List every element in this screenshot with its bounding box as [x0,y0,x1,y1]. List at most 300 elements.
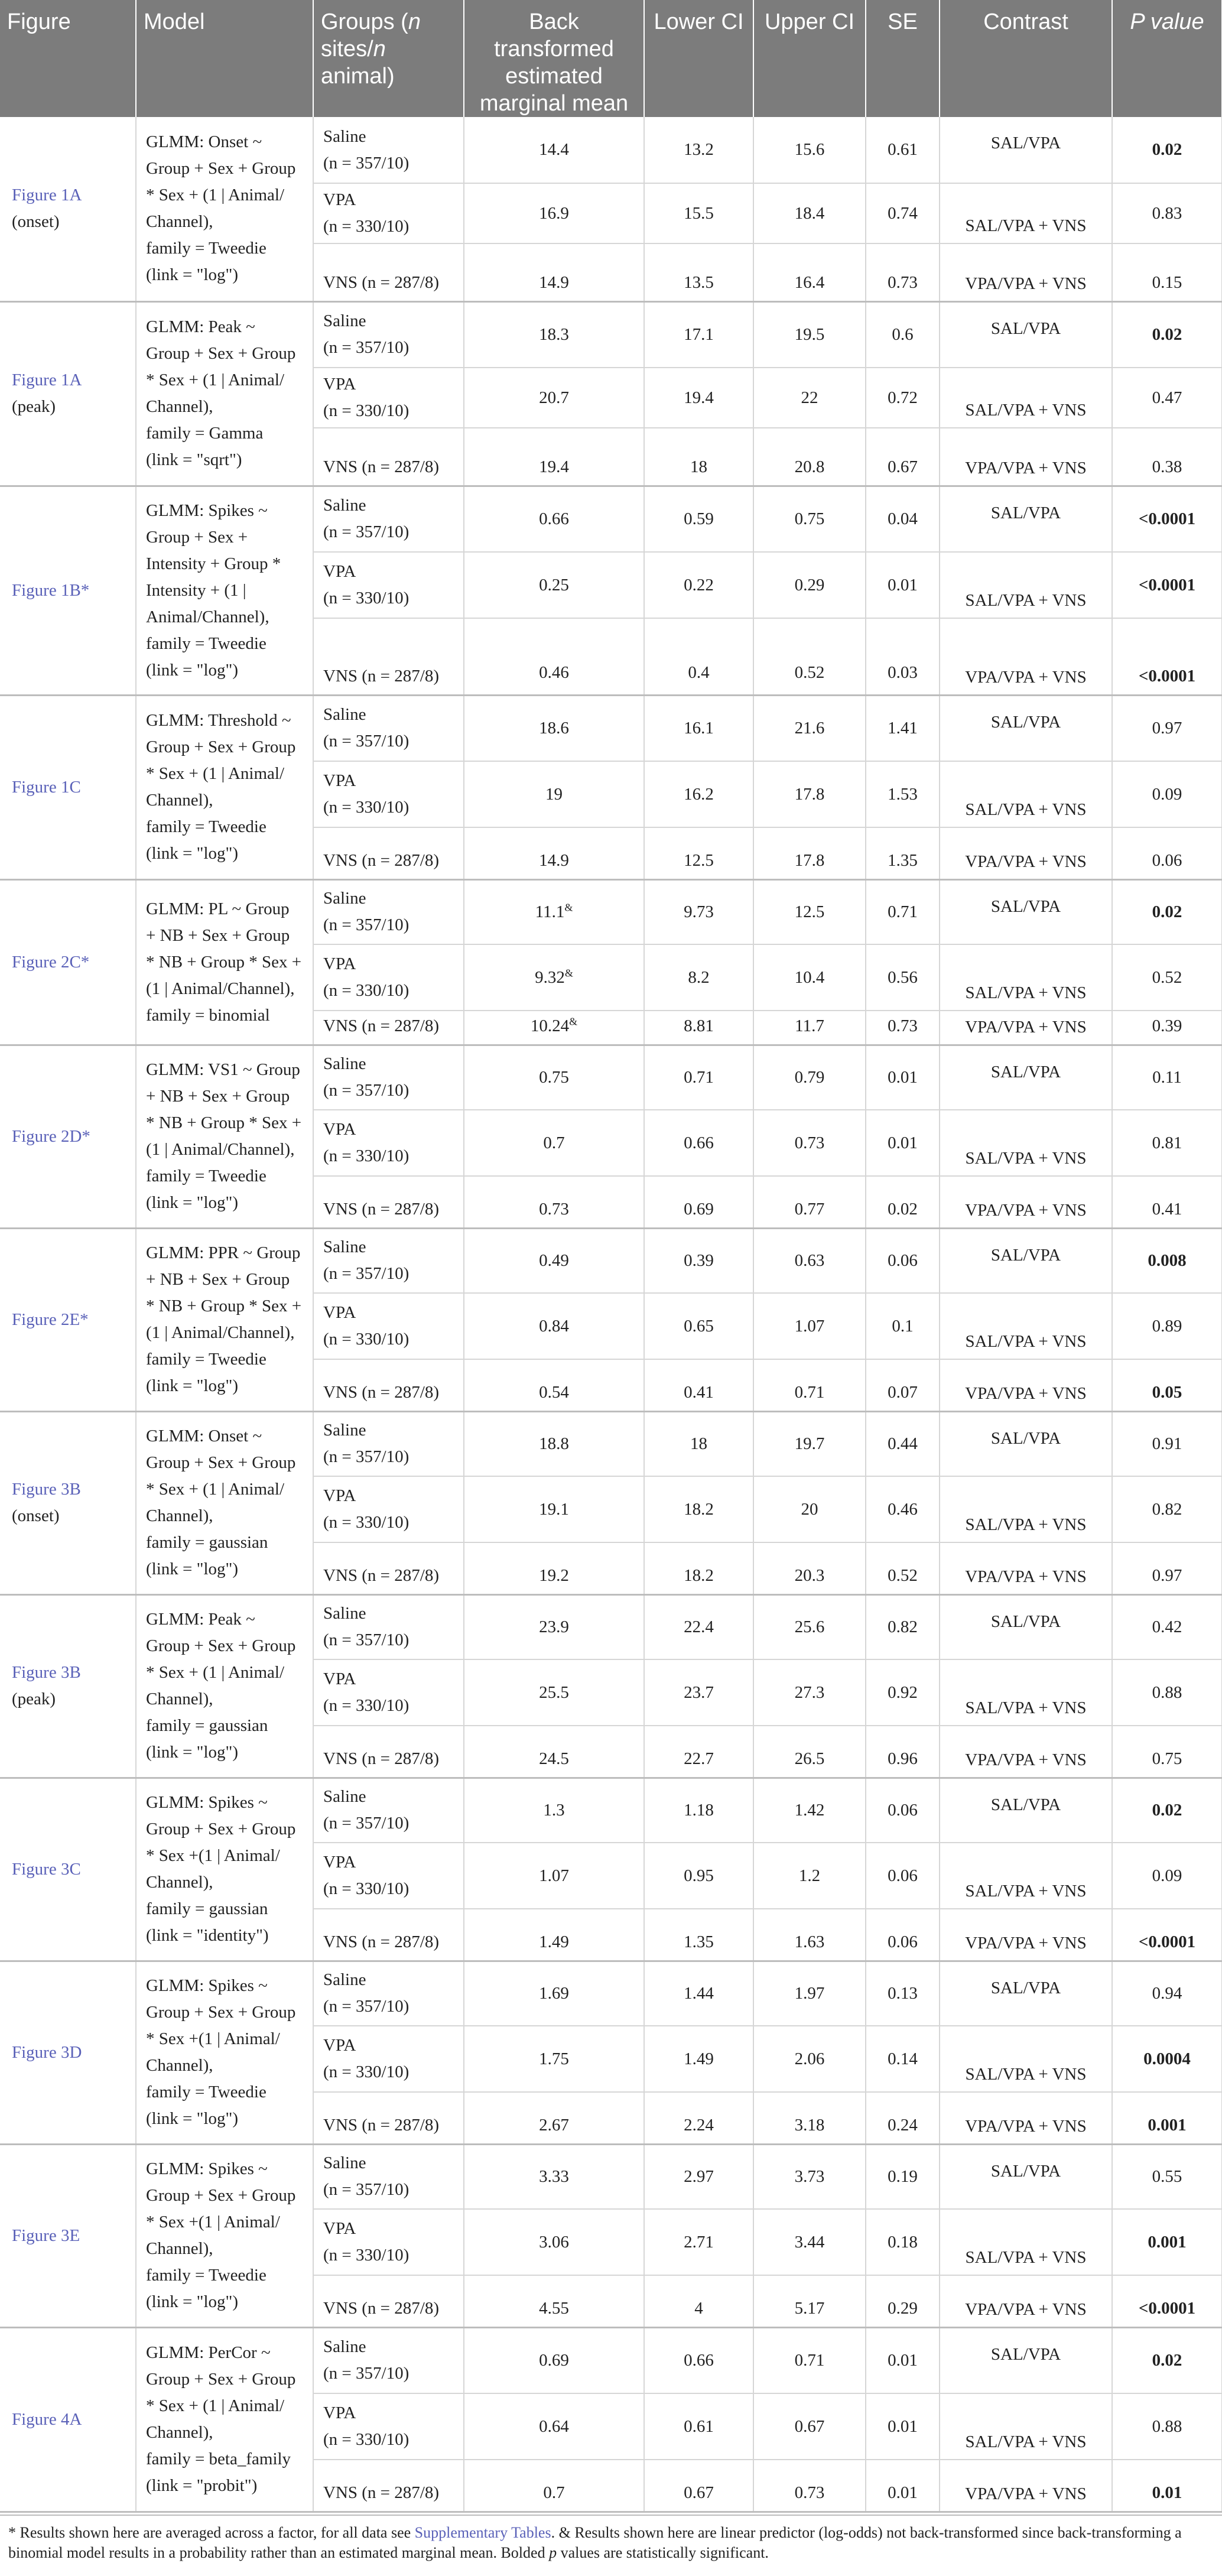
upper-ci-cell: 17.8 [753,827,866,879]
p-value-cell: 0.94 [1112,1961,1222,2026]
emmean-cell: 1.3 [464,1778,644,1843]
p-value-cell: <0.0001 [1112,1909,1222,1961]
contrast-cell: SAL/VPA + VNS [940,183,1112,243]
upper-ci-cell: 3.18 [753,2092,866,2144]
model-formula: GLMM: Spikes ~ Group + Sex + Group * Sex +(1 | Animal/ Channel), family = gaussian (link = "identity") [136,1778,313,1961]
group-cell: VPA (n = 330/10) [313,1843,464,1909]
se-cell: 0.67 [866,428,940,486]
header-se: SE [866,0,940,117]
lower-ci-cell: 16.1 [644,695,753,761]
emmean-cell: 11.1& [464,879,644,944]
model-formula: GLMM: Spikes ~ Group + Sex + Group * Sex +(1 | Animal/ Channel), family = Tweedie (link = "log") [136,2144,313,2327]
se-cell: 0.01 [866,2460,940,2512]
lower-ci-cell: 9.73 [644,879,753,944]
emmean-cell: 16.9 [464,183,644,243]
contrast-cell: VPA/VPA + VNS [940,827,1112,879]
group-cell: VNS (n = 287/8) [313,2092,464,2144]
p-value-cell: <0.0001 [1112,618,1222,695]
p-value-cell: 0.01 [1112,2460,1222,2512]
emmean-cell: 14.4 [464,117,644,183]
emmean-cell: 0.7 [464,1110,644,1176]
lower-ci-cell: 0.61 [644,2393,753,2460]
lower-ci-cell: 12.5 [644,827,753,879]
group-cell: VPA (n = 330/10) [313,944,464,1011]
contrast-cell: VPA/VPA + VNS [940,2460,1112,2512]
emmean-cell: 0.75 [464,1045,644,1110]
model-formula: GLMM: PPR ~ Group + NB + Sex + Group * NB + Group * Sex + (1 | Animal/Channel), family = Tweedie (link = "log") [136,1228,313,1411]
lower-ci-cell: 0.66 [644,2327,753,2393]
figure-link[interactable]: Figure 1A (peak) [0,301,136,486]
contrast-cell: SAL/VPA + VNS [940,1293,1112,1359]
emmean-cell: 10.24& [464,1011,644,1045]
lower-ci-cell: 13.2 [644,117,753,183]
p-value-cell: 0.75 [1112,1726,1222,1778]
lower-ci-cell: 4 [644,2275,753,2327]
group-cell: VPA (n = 330/10) [313,2026,464,2092]
upper-ci-cell: 15.6 [753,117,866,183]
table-row [0,1045,1222,1110]
group-cell: Saline (n = 357/10) [313,1778,464,1843]
contrast-cell: SAL/VPA + VNS [940,552,1112,618]
table-row [0,486,1222,552]
contrast-cell: VPA/VPA + VNS [940,1726,1112,1778]
se-cell: 0.14 [866,2026,940,2092]
upper-ci-cell: 1.63 [753,1909,866,1961]
lower-ci-cell: 0.39 [644,1228,753,1293]
model-formula: GLMM: Peak ~ Group + Sex + Group * Sex + (1 | Animal/ Channel), family = gaussian (link = "log") [136,1594,313,1778]
emmean-cell: 19.4 [464,428,644,486]
lower-ci-cell: 0.69 [644,1176,753,1228]
se-cell: 0.01 [866,1045,940,1110]
group-cell: Saline (n = 357/10) [313,117,464,183]
lower-ci-cell: 18.2 [644,1476,753,1542]
figure-link[interactable]: Figure 3C [0,1778,136,1961]
upper-ci-cell: 5.17 [753,2275,866,2327]
group-cell: Saline (n = 357/10) [313,2327,464,2393]
p-value-cell: 0.88 [1112,2393,1222,2460]
emmean-cell: 0.73 [464,1176,644,1228]
contrast-cell: VPA/VPA + VNS [940,1909,1112,1961]
se-cell: 0.18 [866,2209,940,2275]
upper-ci-cell: 0.71 [753,1359,866,1411]
upper-ci-cell: 3.44 [753,2209,866,2275]
lower-ci-cell: 1.18 [644,1778,753,1843]
contrast-cell: VPA/VPA + VNS [940,2092,1112,2144]
emmean-cell: 19 [464,761,644,827]
contrast-cell: VPA/VPA + VNS [940,1359,1112,1411]
figure-link[interactable]: Figure 1C [0,695,136,879]
upper-ci-cell: 19.7 [753,1411,866,1476]
upper-ci-cell: 12.5 [753,879,866,944]
se-cell: 0.01 [866,2327,940,2393]
emmean-cell: 9.32& [464,944,644,1011]
group-cell: Saline (n = 357/10) [313,2144,464,2209]
se-cell: 0.56 [866,944,940,1011]
p-value-cell: 0.42 [1112,1594,1222,1659]
p-value-cell: 0.001 [1112,2092,1222,2144]
se-cell: 0.29 [866,2275,940,2327]
table-row [0,1778,1222,1843]
group-cell: Saline (n = 357/10) [313,1594,464,1659]
group-cell: VPA (n = 330/10) [313,1659,464,1726]
p-value-cell: 0.91 [1112,1411,1222,1476]
se-cell: 0.01 [866,1110,940,1176]
supplementary-tables-link[interactable]: Supplementary Tables [414,2524,551,2541]
group-cell: Saline (n = 357/10) [313,1411,464,1476]
header-back-transformed: Back transformed estimated marginal mean [464,0,644,117]
upper-ci-cell: 18.4 [753,183,866,243]
upper-ci-cell: 0.67 [753,2393,866,2460]
lower-ci-cell: 0.95 [644,1843,753,1909]
contrast-cell: SAL/VPA + VNS [940,1843,1112,1909]
se-cell: 1.41 [866,695,940,761]
upper-ci-cell: 27.3 [753,1659,866,1726]
upper-ci-cell: 1.2 [753,1843,866,1909]
contrast-cell: VPA/VPA + VNS [940,1542,1112,1594]
lower-ci-cell: 8.2 [644,944,753,1011]
emmean-cell: 0.7 [464,2460,644,2512]
upper-ci-cell: 11.7 [753,1011,866,1045]
se-cell: 0.07 [866,1359,940,1411]
upper-ci-cell: 1.42 [753,1778,866,1843]
se-cell: 0.04 [866,486,940,552]
p-value-cell: 0.02 [1112,301,1222,368]
contrast-cell: SAL/VPA + VNS [940,761,1112,827]
group-cell: VNS (n = 287/8) [313,2275,464,2327]
lower-ci-cell: 23.7 [644,1659,753,1726]
p-value-cell: 0.83 [1112,183,1222,243]
lower-ci-cell: 19.4 [644,368,753,428]
upper-ci-cell: 0.29 [753,552,866,618]
contrast-cell: SAL/VPA + VNS [940,1476,1112,1542]
se-cell: 1.53 [866,761,940,827]
emmean-cell: 0.66 [464,486,644,552]
upper-ci-cell: 2.06 [753,2026,866,2092]
se-cell: 0.72 [866,368,940,428]
figure-link[interactable]: Figure 2E* [0,1228,136,1411]
emmean-cell: 0.49 [464,1228,644,1293]
upper-ci-cell: 0.73 [753,2460,866,2512]
lower-ci-cell: 18.2 [644,1542,753,1594]
figure-link[interactable]: Figure 1B* [0,486,136,695]
se-cell: 0.71 [866,879,940,944]
table-body [0,117,1222,2512]
se-cell: 0.46 [866,1476,940,1542]
group-cell: VNS (n = 287/8) [313,2460,464,2512]
lower-ci-cell: 15.5 [644,183,753,243]
se-cell: 0.03 [866,618,940,695]
se-cell: 0.06 [866,1909,940,1961]
p-value-cell: 0.09 [1112,1843,1222,1909]
group-cell: VPA (n = 330/10) [313,368,464,428]
se-cell: 0.06 [866,1778,940,1843]
lower-ci-cell: 8.81 [644,1011,753,1045]
table-row [0,879,1222,944]
group-cell: VPA (n = 330/10) [313,1293,464,1359]
se-cell: 0.44 [866,1411,940,1476]
upper-ci-cell: 20.8 [753,428,866,486]
upper-ci-cell: 20 [753,1476,866,1542]
contrast-cell: VPA/VPA + VNS [940,1176,1112,1228]
contrast-cell: SAL/VPA + VNS [940,944,1112,1011]
lower-ci-cell: 16.2 [644,761,753,827]
p-value-cell: <0.0001 [1112,552,1222,618]
emmean-cell: 18.6 [464,695,644,761]
contrast-cell: SAL/VPA + VNS [940,1110,1112,1176]
header-figure: Figure [0,0,136,117]
p-value-cell: 0.88 [1112,1659,1222,1726]
table-row [0,1411,1222,1476]
group-cell: Saline (n = 357/10) [313,1961,464,2026]
group-cell: VNS (n = 287/8) [313,618,464,695]
upper-ci-cell: 17.8 [753,761,866,827]
p-value-cell: 0.38 [1112,428,1222,486]
contrast-cell: SAL/VPA [940,1228,1112,1293]
upper-ci-cell: 0.75 [753,486,866,552]
emmean-cell: 0.64 [464,2393,644,2460]
figure-link[interactable]: Figure 2C* [0,879,136,1045]
upper-ci-cell: 3.73 [753,2144,866,2209]
lower-ci-cell: 2.71 [644,2209,753,2275]
upper-ci-cell: 0.79 [753,1045,866,1110]
contrast-cell: SAL/VPA [940,2327,1112,2393]
model-formula: GLMM: Threshold ~ Group + Sex + Group * Sex + (1 | Animal/ Channel), family = Tweedie (link = "log") [136,695,313,879]
p-value-cell: 0.008 [1112,1228,1222,1293]
group-cell: VNS (n = 287/8) [313,1011,464,1045]
header-model: Model [136,0,313,117]
model-formula: GLMM: PerCor ~ Group + Sex + Group * Sex + (1 | Animal/ Channel), family = beta_family (link = "probit") [136,2327,313,2512]
group-cell: VNS (n = 287/8) [313,1359,464,1411]
group-cell: VNS (n = 287/8) [313,1176,464,1228]
figure-link[interactable]: Figure 3B (peak) [0,1594,136,1778]
contrast-cell: SAL/VPA [940,117,1112,183]
contrast-cell: VPA/VPA + VNS [940,428,1112,486]
lower-ci-cell: 18 [644,1411,753,1476]
upper-ci-cell: 0.63 [753,1228,866,1293]
table-row [0,117,1222,183]
group-cell: Saline (n = 357/10) [313,486,464,552]
emmean-cell: 14.9 [464,827,644,879]
contrast-cell: VPA/VPA + VNS [940,618,1112,695]
group-cell: VNS (n = 287/8) [313,1542,464,1594]
se-cell: 0.96 [866,1726,940,1778]
emmean-cell: 3.33 [464,2144,644,2209]
group-cell: VPA (n = 330/10) [313,2209,464,2275]
se-cell: 0.02 [866,1176,940,1228]
model-formula: GLMM: PL ~ Group + NB + Sex + Group * NB + Group * Sex + (1 | Animal/Channel), family = binomial [136,879,313,1045]
emmean-cell: 1.75 [464,2026,644,2092]
group-cell: VPA (n = 330/10) [313,1476,464,1542]
contrast-cell: SAL/VPA + VNS [940,2209,1112,2275]
se-cell: 0.74 [866,183,940,243]
lower-ci-cell: 17.1 [644,301,753,368]
emmean-cell: 0.69 [464,2327,644,2393]
contrast-cell: SAL/VPA [940,301,1112,368]
p-value-cell: 0.0004 [1112,2026,1222,2092]
se-cell: 0.24 [866,2092,940,2144]
model-formula: GLMM: VS1 ~ Group + NB + Sex + Group * NB + Group * Sex + (1 | Animal/Channel), family = Tweedie (link = "log") [136,1045,313,1228]
p-value-cell: 0.52 [1112,944,1222,1011]
upper-ci-cell: 1.97 [753,1961,866,2026]
se-cell: 0.19 [866,2144,940,2209]
table-row [0,1594,1222,1659]
p-value-cell: 0.001 [1112,2209,1222,2275]
upper-ci-cell: 20.3 [753,1542,866,1594]
upper-ci-cell: 26.5 [753,1726,866,1778]
emmean-cell: 1.49 [464,1909,644,1961]
upper-ci-cell: 16.4 [753,243,866,301]
lower-ci-cell: 0.59 [644,486,753,552]
se-cell: 0.61 [866,117,940,183]
upper-ci-cell: 19.5 [753,301,866,368]
lower-ci-cell: 0.67 [644,2460,753,2512]
p-value-cell: 0.05 [1112,1359,1222,1411]
contrast-cell: SAL/VPA [940,1045,1112,1110]
lower-ci-cell: 22.7 [644,1726,753,1778]
emmean-cell: 2.67 [464,2092,644,2144]
se-cell: 0.92 [866,1659,940,1726]
figure-link[interactable]: Figure 3E [0,2144,136,2327]
contrast-cell: SAL/VPA [940,2144,1112,2209]
emmean-cell: 19.2 [464,1542,644,1594]
p-value-cell: 0.02 [1112,117,1222,183]
header-groups: Groups (n sites/n animal) [313,0,464,117]
p-value-cell: <0.0001 [1112,2275,1222,2327]
emmean-cell: 23.9 [464,1594,644,1659]
emmean-cell: 14.9 [464,243,644,301]
table-row [0,1228,1222,1293]
se-cell: 0.06 [866,1843,940,1909]
lower-ci-cell: 0.65 [644,1293,753,1359]
se-cell: 0.52 [866,1542,940,1594]
p-value-cell: 0.97 [1112,1542,1222,1594]
model-formula: GLMM: Spikes ~ Group + Sex + Intensity + Group * Intensity + (1 | Animal/Channel), family = Tweedie (link = "log") [136,486,313,695]
figure-link[interactable]: Figure 3B (onset) [0,1411,136,1594]
header-row [0,0,1222,117]
emmean-cell: 19.1 [464,1476,644,1542]
figure-link[interactable]: Figure 2D* [0,1045,136,1228]
contrast-cell: SAL/VPA [940,1411,1112,1476]
lower-ci-cell: 2.24 [644,2092,753,2144]
lower-ci-cell: 1.44 [644,1961,753,2026]
upper-ci-cell: 1.07 [753,1293,866,1359]
contrast-cell: SAL/VPA [940,1778,1112,1843]
emmean-cell: 0.46 [464,618,644,695]
emmean-cell: 4.55 [464,2275,644,2327]
emmean-cell: 18.3 [464,301,644,368]
se-cell: 0.73 [866,243,940,301]
se-cell: 0.1 [866,1293,940,1359]
group-cell: Saline (n = 357/10) [313,1045,464,1110]
table-footnote: * Results shown here are averaged across a factor, for all data see Supplementary Tables. & Results shown here are linear predictor (log-odds) not back-transformed since back-transforming a binomial model results in a probability rather than an estimated marginal mean. Bolded p values are statistically significant. [0,2515,1222,2563]
se-cell: 0.6 [866,301,940,368]
figure-link[interactable]: Figure 1A (onset) [0,117,136,301]
se-cell: 0.01 [866,2393,940,2460]
group-cell: Saline (n = 357/10) [313,1228,464,1293]
group-cell: VPA (n = 330/10) [313,761,464,827]
lower-ci-cell: 0.71 [644,1045,753,1110]
p-value-cell: 0.89 [1112,1293,1222,1359]
group-cell: VNS (n = 287/8) [313,428,464,486]
se-cell: 0.73 [866,1011,940,1045]
contrast-cell: SAL/VPA + VNS [940,2393,1112,2460]
lower-ci-cell: 0.66 [644,1110,753,1176]
p-value-cell: 0.02 [1112,879,1222,944]
model-formula: GLMM: Peak ~ Group + Sex + Group * Sex + (1 | Animal/ Channel), family = Gamma (link = "sqrt") [136,301,313,486]
contrast-cell: SAL/VPA [940,486,1112,552]
p-value-cell: 0.02 [1112,1778,1222,1843]
group-cell: VPA (n = 330/10) [313,183,464,243]
group-cell: VPA (n = 330/10) [313,2393,464,2460]
model-formula: GLMM: Onset ~ Group + Sex + Group * Sex + (1 | Animal/ Channel), family = gaussian (link = "log") [136,1411,313,1594]
se-cell: 0.06 [866,1228,940,1293]
group-cell: VNS (n = 287/8) [313,1909,464,1961]
table-row [0,695,1222,761]
emmean-cell: 1.69 [464,1961,644,2026]
lower-ci-cell: 13.5 [644,243,753,301]
contrast-cell: VPA/VPA + VNS [940,243,1112,301]
contrast-cell: SAL/VPA [940,1961,1112,2026]
p-value-cell: 0.41 [1112,1176,1222,1228]
se-cell: 1.35 [866,827,940,879]
p-value-cell: 0.06 [1112,827,1222,879]
p-value-cell: 0.81 [1112,1110,1222,1176]
header-p-value: P value [1112,0,1222,117]
upper-ci-cell: 21.6 [753,695,866,761]
upper-ci-cell: 22 [753,368,866,428]
upper-ci-cell: 10.4 [753,944,866,1011]
emmean-cell: 18.8 [464,1411,644,1476]
group-cell: VPA (n = 330/10) [313,552,464,618]
emmean-cell: 0.54 [464,1359,644,1411]
header-contrast: Contrast [940,0,1112,117]
p-value-cell: 0.47 [1112,368,1222,428]
contrast-cell: SAL/VPA [940,879,1112,944]
table-row [0,1961,1222,2026]
contrast-cell: SAL/VPA [940,695,1112,761]
p-value-cell: 0.97 [1112,695,1222,761]
contrast-cell: SAL/VPA + VNS [940,1659,1112,1726]
lower-ci-cell: 0.41 [644,1359,753,1411]
upper-ci-cell: 0.71 [753,2327,866,2393]
emmean-cell: 24.5 [464,1726,644,1778]
contrast-cell: VPA/VPA + VNS [940,1011,1112,1045]
lower-ci-cell: 0.22 [644,552,753,618]
model-formula: GLMM: Onset ~ Group + Sex + Group * Sex + (1 | Animal/ Channel), family = Tweedie (link = "log") [136,117,313,301]
upper-ci-cell: 0.52 [753,618,866,695]
model-formula: GLMM: Spikes ~ Group + Sex + Group * Sex +(1 | Animal/ Channel), family = Tweedie (link = "log") [136,1961,313,2144]
emmean-cell: 0.84 [464,1293,644,1359]
se-cell: 0.13 [866,1961,940,2026]
header-upper-ci: Upper CI [753,0,866,117]
contrast-cell: SAL/VPA [940,1594,1112,1659]
p-value-cell: <0.0001 [1112,486,1222,552]
contrast-cell: SAL/VPA + VNS [940,368,1112,428]
lower-ci-cell: 18 [644,428,753,486]
p-value-cell: 0.39 [1112,1011,1222,1045]
p-value-cell: 0.09 [1112,761,1222,827]
p-value-cell: 0.02 [1112,2327,1222,2393]
figure-link[interactable]: Figure 3D [0,1961,136,2144]
lower-ci-cell: 2.97 [644,2144,753,2209]
p-value-cell: 0.55 [1112,2144,1222,2209]
lower-ci-cell: 1.49 [644,2026,753,2092]
figure-link[interactable]: Figure 4A [0,2327,136,2512]
emmean-cell: 25.5 [464,1659,644,1726]
contrast-cell: SAL/VPA + VNS [940,2026,1112,2092]
se-cell: 0.01 [866,552,940,618]
upper-ci-cell: 0.77 [753,1176,866,1228]
